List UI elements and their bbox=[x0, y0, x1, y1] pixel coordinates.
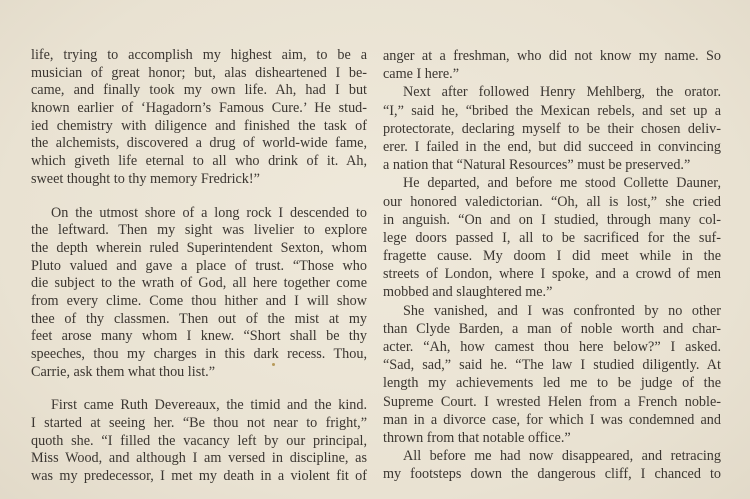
text-line: quoth she. “I filled the vacancy left by our principal, bbox=[31, 432, 367, 449]
text-line: Carrie, ask them what thou list.” bbox=[31, 363, 216, 380]
text-line: man in a divorce case, for which I was condemned and bbox=[383, 411, 721, 428]
paragraph-gap bbox=[31, 189, 367, 205]
paragraph bbox=[383, 174, 721, 301]
text-line: He departed, and before me stood Collette Dauner, bbox=[403, 175, 721, 192]
text-line: which giveth life eternal to all who drink of it. Ah, bbox=[31, 153, 367, 170]
text-line: ied chemistry with diligence and finished the task of bbox=[31, 117, 367, 134]
text-line: Supreme Court. I wrested Helen from a French noble- bbox=[383, 393, 721, 410]
text-line: fragette cause. My doom I did meet while in the bbox=[383, 248, 721, 265]
text-line: On the utmost shore of a long rock I descended to bbox=[51, 204, 367, 221]
text-line: streets of London, where I spoke, and a crowd of men bbox=[383, 266, 721, 283]
text-line: in anguish. “On and on I studied, through many col- bbox=[383, 211, 721, 228]
text-line: known earlier of ‘Hagadorn’s Famous Cure.’ He stud- bbox=[31, 100, 367, 117]
text-line: anger at a freshman, who did not know my name. So bbox=[383, 48, 721, 64]
text-line: from every clime. Come thou hither and I will show bbox=[31, 292, 367, 309]
text-line: erer. I failed in the end, but did succeed in convincing bbox=[383, 138, 721, 155]
text-line: came, and finally took my own life. Ah, had I but bbox=[31, 82, 367, 99]
text-line: thrown from that notable office.” bbox=[383, 429, 571, 446]
paragraph bbox=[383, 302, 721, 448]
text-line: the leftward. Then my sight was livelier to explore bbox=[31, 222, 367, 239]
paragraph-gap bbox=[31, 381, 367, 397]
text-line: First came Ruth Devereaux, the timid and the kind. bbox=[51, 397, 367, 414]
paragraph bbox=[383, 447, 721, 483]
text-line: musician of great honor; but, alas disheartened I be- bbox=[31, 64, 367, 81]
paragraph bbox=[383, 47, 721, 83]
text-line: came I here.” bbox=[383, 66, 460, 83]
right-column bbox=[383, 47, 721, 484]
text-line: Next after followed Henry Mehlberg, the orator. bbox=[403, 84, 721, 101]
text-line: protectorate, declaring myself to be their chosen deliv- bbox=[383, 120, 721, 137]
text-line: die subject to the wrath of God, all here together come bbox=[31, 275, 367, 292]
text-line: All before me had now disappeared, and retracing bbox=[403, 448, 721, 465]
text-line: acter. “Ah, how camest thou here below?” I asked. bbox=[383, 339, 721, 355]
left-column bbox=[31, 47, 367, 486]
text-line: my footsteps down the dangerous cliff, I chanced to bbox=[383, 466, 721, 483]
paper-speck bbox=[272, 363, 275, 366]
text-line: I started at seeing her. “Be thou not near to fright,” bbox=[31, 415, 367, 432]
paragraph bbox=[31, 397, 367, 485]
text-line: lege doors passed I, all to be sacrificed for the suf- bbox=[383, 229, 721, 246]
text-line: mobbed and slaughtered me.” bbox=[383, 284, 553, 301]
text-line: feet arose many whom I knew. “Short shall be thy bbox=[31, 328, 367, 345]
text-line: “I,” said he, “bribed the Mexican rebels, and set up a bbox=[383, 102, 721, 119]
text-line: life, trying to accomplish my highest aim, to be a bbox=[31, 47, 367, 63]
text-line: “Sad, sad,” said he. “The law I studied diligently. At bbox=[383, 357, 721, 374]
text-line: the alchemists, discovered a drug of world-wide fame, bbox=[31, 135, 367, 152]
text-line: Pluto valued and gave a place of trust. “Those who bbox=[31, 257, 367, 274]
text-line: Miss Wood, and although I am versed in discipline, as bbox=[31, 450, 367, 467]
text-line: thee of thy classmen. Then out of the mist at my bbox=[31, 310, 367, 327]
paragraph bbox=[31, 205, 367, 382]
text-line: speeches, thou my charges in this dark recess. Thou, bbox=[31, 346, 367, 362]
text-line: She vanished, and I was confronted by no other bbox=[403, 302, 721, 319]
text-line: sweet thought to thy memory Fredrick!” bbox=[31, 170, 260, 187]
text-line: the depth wherein ruled Superintendent Sexton, whom bbox=[31, 239, 367, 256]
text-line: a nation that “Natural Resources” must be preserved.” bbox=[383, 157, 691, 174]
text-line: was my predecessor, I met my death in a violent fit of bbox=[31, 468, 367, 485]
paragraph bbox=[31, 47, 367, 189]
text-line: length my achievements led me to be judge of the bbox=[383, 375, 721, 392]
text-line: our honored valedictorian. “Oh, all is lost,” she cried bbox=[383, 193, 721, 210]
paragraph bbox=[383, 83, 721, 174]
text-line: than Clyde Barden, a man of noble worth and char- bbox=[383, 320, 721, 337]
